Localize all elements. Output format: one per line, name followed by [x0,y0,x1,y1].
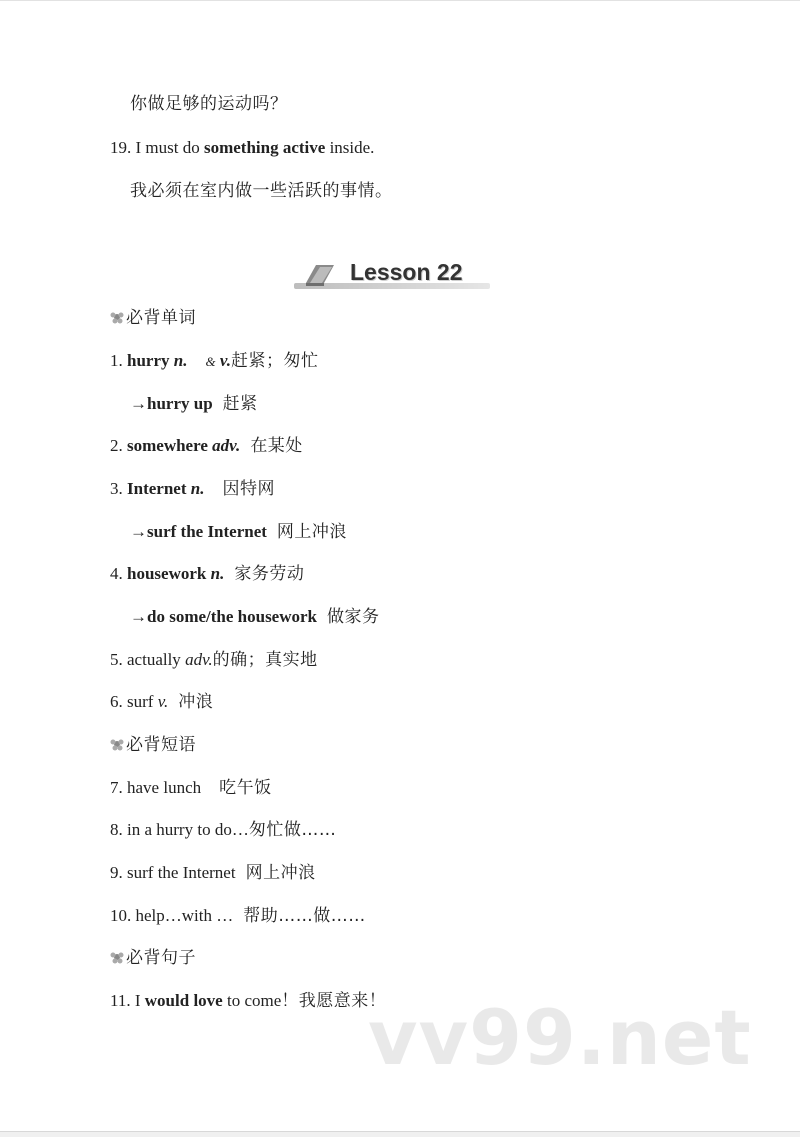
item-1-cn: 赶紧；匆忙 [231,351,319,371]
item-3-sub [130,521,347,543]
sentence-19-bold: something active [203,138,326,157]
book-icon [304,261,338,287]
sentence-19-text: 19. I must do [110,138,204,157]
item-7-cn: 吃午饭 [219,778,272,798]
item-2-num: 2. [110,436,127,455]
sentence-19-tail: inside. [325,138,375,157]
item-1-word: hurry [127,351,170,370]
item-1-pos2: v. [219,351,232,370]
item-9-cn: 网上冲浪 [245,863,316,883]
item-1-pos: n. [173,351,188,370]
item-2-cn: 在某处 [250,436,303,456]
item-2 [110,435,303,457]
section-sentences-label: 必背句子 [126,948,196,968]
item-3-sub-cn: 网上冲浪 [276,522,347,542]
section-phrases-label: 必背短语 [126,735,196,755]
flower-bullet-icon [110,950,124,964]
item-4-sub [130,606,380,628]
item-1-num: 1. [110,351,127,370]
item-4-word: housework [127,564,207,583]
item-3-pos: n. [190,479,205,498]
item-3-cn: 因特网 [222,479,275,499]
item-10-text: 10. help…with … [110,906,234,925]
item-3 [110,478,275,500]
item-1 [110,350,319,373]
item-8-cn: 匆忙做…… [248,820,337,840]
item-8 [110,819,336,841]
item-7-text: 7. have lunch [110,778,202,797]
question-translation: 你做足够的运动吗？ [130,94,288,114]
arrow-icon: → [130,394,147,413]
item-2-word: somewhere [127,436,208,455]
section-phrases [110,734,196,756]
item-5-text: 5. actually [110,650,186,669]
section-sentences [110,947,196,969]
item-5-cn: 的确；真实地 [212,650,318,670]
item-7 [110,777,272,799]
item-1-sub [130,393,258,415]
item-11-bold: would love [144,991,223,1010]
item-6-pos: v. [157,692,169,711]
item-10 [110,905,366,927]
lesson-title: Lesson 22 [350,259,463,285]
item-11-num: 11. I [110,991,145,1010]
item-3-word: Internet [127,479,187,498]
watermark: vv99.net [368,993,752,1082]
item-6 [110,691,213,713]
flower-bullet-icon [110,737,124,751]
item-11-tail: to come [222,991,282,1010]
flower-bullet-icon [110,310,124,324]
item-4-sub-cn: 做家务 [327,607,380,627]
item-9 [110,862,316,884]
arrow-icon: → [130,522,147,541]
item-6-text: 6. surf [110,692,158,711]
arrow-icon: → [130,607,147,626]
item-1-sub-cn: 赶紧 [222,394,258,414]
section-words-label: 必背单词 [126,308,196,328]
item-6-cn: 冲浪 [178,692,214,712]
item-4-cn: 家务劳动 [234,564,305,584]
lesson-banner [294,255,490,295]
item-4-sub-phrase: do some/the housework [147,607,318,626]
item-5 [110,649,318,671]
sentence-19-translation: 我必须在室内做一些活跃的事情。 [130,181,393,201]
item-11-cn: ！我愿意来！ [281,991,387,1011]
item-3-sub-phrase: surf the Internet [147,522,267,541]
item-9-text: 9. surf the Internet [110,863,236,882]
item-1-sub-phrase: hurry up [147,394,213,413]
section-words [110,307,196,329]
item-4 [110,563,304,585]
item-3-num: 3. [110,479,127,498]
item-4-num: 4. [110,564,127,583]
sentence-19 [110,137,374,159]
item-10-cn: 帮助……做…… [243,906,366,926]
item-2-pos: adv. [212,436,241,455]
item-1-amp: & [205,354,216,369]
item-11 [110,990,386,1012]
item-8-text: 8. in a hurry to do… [110,820,249,839]
item-4-pos: n. [210,564,225,583]
item-5-pos: adv. [185,650,213,669]
